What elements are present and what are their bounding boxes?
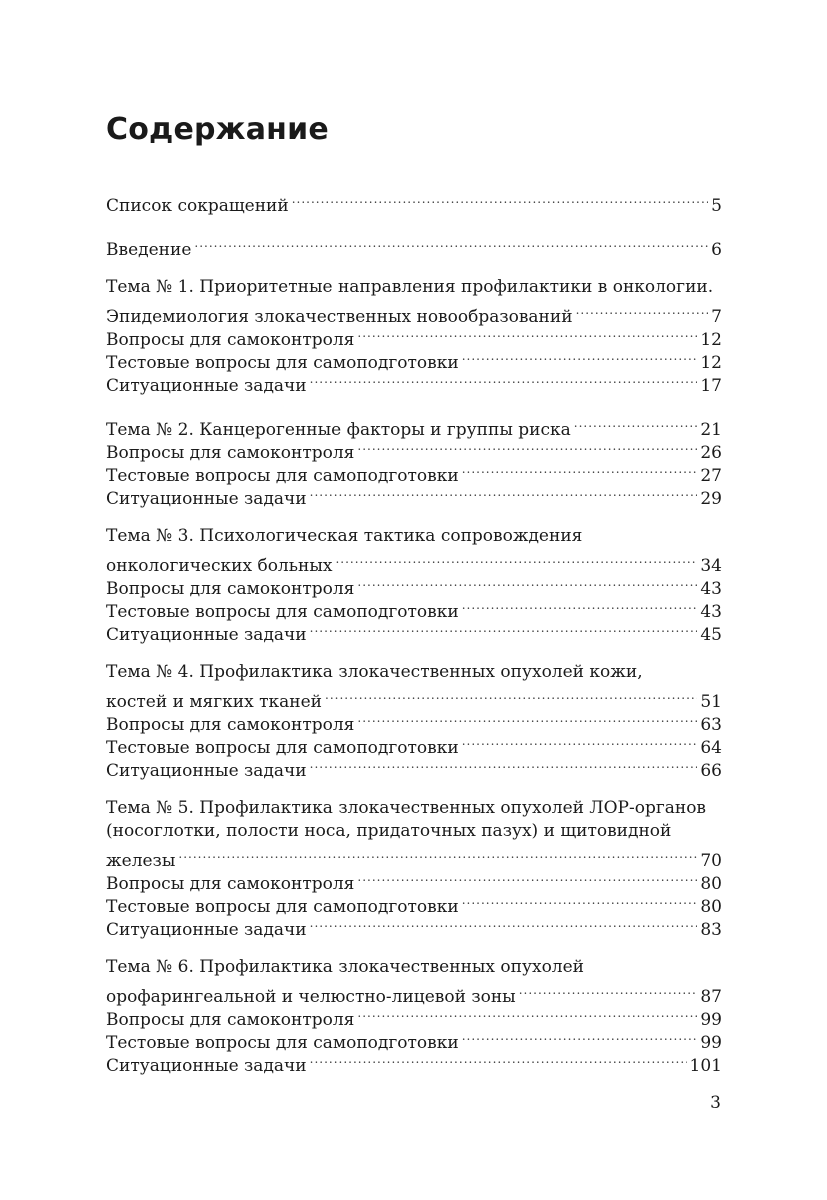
toc-section xyxy=(106,276,722,396)
dot-leader xyxy=(325,684,697,707)
toc-entry-text: Тестовые вопросы для самоподготовки xyxy=(106,353,459,373)
toc-entry-text: Эпидемиология злокачественных новообразований xyxy=(106,307,573,327)
toc-entry-text: железы xyxy=(106,851,176,871)
toc-entry[interactable] xyxy=(106,979,722,1007)
toc-entry[interactable] xyxy=(106,820,722,843)
toc-section xyxy=(106,661,722,781)
dot-leader xyxy=(519,979,698,1002)
dot-leader xyxy=(357,322,697,345)
toc-entry-page: 12 xyxy=(700,330,722,350)
dot-leader xyxy=(462,889,698,912)
toc-entry[interactable] xyxy=(106,412,722,440)
toc-entry-text: Вопросы для самоконтроля xyxy=(106,715,355,735)
toc-entry[interactable] xyxy=(106,866,722,894)
toc-entry-text: Тема № 3. Психологическая тактика сопровождения xyxy=(106,526,583,546)
dot-leader xyxy=(576,299,709,322)
toc-entry-text: (носоглотки, полости носа, придаточных пазух) и щитовидной xyxy=(106,821,672,841)
dot-leader xyxy=(310,1048,687,1071)
dot-leader xyxy=(574,412,698,435)
dot-leader xyxy=(178,843,697,866)
toc-section xyxy=(106,232,722,260)
toc-entry-text: костей и мягких тканей xyxy=(106,692,323,712)
dot-leader xyxy=(310,753,698,776)
toc-entry[interactable] xyxy=(106,684,722,712)
toc-entry-text: Вопросы для самоконтроля xyxy=(106,330,355,350)
toc-entry-page: 45 xyxy=(700,625,722,645)
toc-entry-text: Тема № 1. Приоритетные направления профилактики в онкологии. xyxy=(106,277,714,297)
toc-entry-page: 12 xyxy=(700,353,722,373)
toc-entry-page: 43 xyxy=(700,579,722,599)
toc-entry-text: Список сокращений xyxy=(106,196,289,216)
toc-entry-text: Тема № 4. Профилактика злокачественных опухолей кожи, xyxy=(106,662,643,682)
toc-entry-page: 99 xyxy=(700,1010,722,1030)
toc-entry[interactable] xyxy=(106,232,722,260)
toc-section xyxy=(106,797,722,940)
toc-entry-page: 51 xyxy=(700,692,722,712)
toc-section xyxy=(106,412,722,509)
dot-leader xyxy=(357,707,697,730)
toc-entry-text: Тема № 2. Канцерогенные факторы и группы риска xyxy=(106,420,571,440)
toc-entry-page: 99 xyxy=(700,1033,722,1053)
toc-section xyxy=(106,188,722,216)
dot-leader xyxy=(357,435,697,458)
toc-entry[interactable] xyxy=(106,843,722,871)
toc-entry-page: 80 xyxy=(700,897,722,917)
toc-entry[interactable] xyxy=(106,188,722,216)
toc-entry-page: 21 xyxy=(700,420,722,440)
dot-leader xyxy=(357,866,697,889)
dot-leader xyxy=(310,481,698,504)
toc-entry-text: Введение xyxy=(106,240,192,260)
dot-leader xyxy=(462,458,698,481)
toc-entry-page: 17 xyxy=(700,376,722,396)
dot-leader xyxy=(310,912,698,935)
dot-leader xyxy=(462,345,698,368)
toc-entry[interactable] xyxy=(106,797,722,820)
toc-entry-page: 64 xyxy=(700,738,722,758)
toc-entry-text: Вопросы для самоконтроля xyxy=(106,1010,355,1030)
toc-entry-text: Вопросы для самоконтроля xyxy=(106,874,355,894)
toc-entry-page: 34 xyxy=(700,556,722,576)
toc-entry-text: онкологических больных xyxy=(106,556,333,576)
toc-entry-text: орофарингеальной и челюстно-лицевой зоны xyxy=(106,987,516,1007)
toc-entry-text: Ситуационные задачи xyxy=(106,920,307,940)
toc-entry-text: Ситуационные задачи xyxy=(106,761,307,781)
toc-entry-page: 6 xyxy=(711,240,722,260)
toc-entry[interactable] xyxy=(106,299,722,327)
page-title: Содержание xyxy=(106,112,329,147)
toc-entry-page: 101 xyxy=(689,1056,722,1076)
dot-leader xyxy=(310,617,698,640)
toc-entry-text: Тестовые вопросы для самоподготовки xyxy=(106,1033,459,1053)
toc-entry-text: Ситуационные задачи xyxy=(106,489,307,509)
toc-entry[interactable] xyxy=(106,548,722,576)
toc-entry-page: 26 xyxy=(700,443,722,463)
toc-entry-page: 7 xyxy=(711,307,722,327)
toc-entry[interactable] xyxy=(106,956,722,979)
toc-entry-text: Тестовые вопросы для самоподготовки xyxy=(106,466,459,486)
dot-leader xyxy=(292,188,708,211)
dot-leader xyxy=(462,594,698,617)
toc-entry-page: 29 xyxy=(700,489,722,509)
toc-entry[interactable] xyxy=(106,276,722,299)
toc-entry-text: Тестовые вопросы для самоподготовки xyxy=(106,897,459,917)
toc-entry-text: Тема № 6. Профилактика злокачественных опухолей xyxy=(106,957,585,977)
toc-entry-text: Тема № 5. Профилактика злокачественных опухолей ЛОР-органов xyxy=(106,798,707,818)
table-of-contents xyxy=(106,188,722,1092)
toc-section xyxy=(106,956,722,1076)
toc-entry[interactable] xyxy=(106,661,722,684)
toc-entry-page: 70 xyxy=(700,851,722,871)
toc-entry-text: Вопросы для самоконтроля xyxy=(106,579,355,599)
toc-entry-text: Ситуационные задачи xyxy=(106,1056,307,1076)
page-number: 3 xyxy=(710,1093,721,1113)
toc-entry-text: Тестовые вопросы для самоподготовки xyxy=(106,738,459,758)
toc-entry-text: Вопросы для самоконтроля xyxy=(106,443,355,463)
dot-leader xyxy=(335,548,697,571)
toc-entry-page: 83 xyxy=(700,920,722,940)
toc-entry-page: 80 xyxy=(700,874,722,894)
dot-leader xyxy=(357,1002,697,1025)
toc-entry-page: 66 xyxy=(700,761,722,781)
dot-leader xyxy=(462,1025,698,1048)
dot-leader xyxy=(462,730,698,753)
toc-entry-page: 27 xyxy=(700,466,722,486)
dot-leader xyxy=(194,232,708,255)
toc-entry[interactable] xyxy=(106,525,722,548)
toc-entry-page: 43 xyxy=(700,602,722,622)
toc-entry-text: Тестовые вопросы для самоподготовки xyxy=(106,602,459,622)
toc-section xyxy=(106,525,722,645)
toc-entry-text: Ситуационные задачи xyxy=(106,376,307,396)
toc-entry-page: 63 xyxy=(700,715,722,735)
dot-leader xyxy=(310,368,698,391)
toc-entry-text: Ситуационные задачи xyxy=(106,625,307,645)
dot-leader xyxy=(357,571,697,594)
toc-entry-page: 5 xyxy=(711,196,722,216)
toc-entry-page: 87 xyxy=(700,987,722,1007)
